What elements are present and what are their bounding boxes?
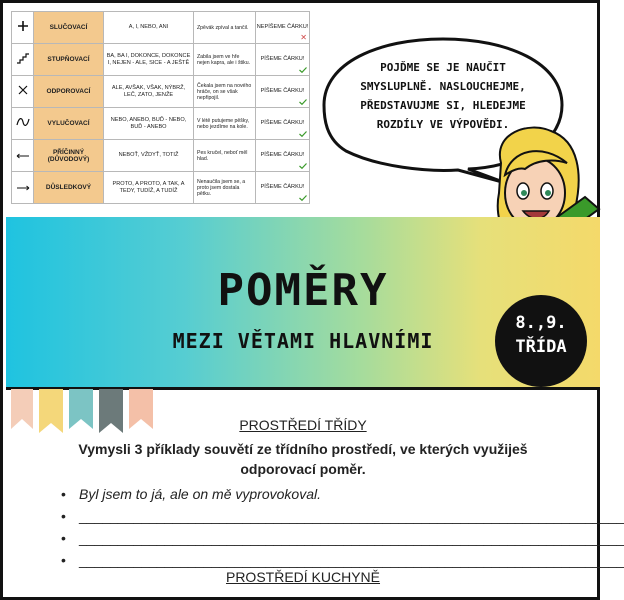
task-instruction: Vymysli 3 příklady souvětí ze třídního prostředí, ve kterých využiješ odporovací poměr. [78, 441, 528, 477]
relations-grid [11, 11, 310, 204]
page-subtitle: MEZI VĚTAMI HLAVNÍMI [172, 329, 434, 353]
table-row [12, 76, 310, 108]
cross-mark-icon: ✕ [300, 33, 307, 42]
answer-blank: ______________________________________________________________________ [79, 530, 624, 546]
table-row [12, 108, 310, 140]
grade-badge-line1: 8.,9. [515, 313, 567, 333]
arrow-right-icon [12, 172, 34, 204]
check-mark-icon [299, 131, 307, 137]
comma-rule [256, 76, 310, 108]
conjunctions: NEBO, ANEBO, BUĎ - NEBO, BUĎ - ANEBO [104, 108, 194, 140]
bullet-icon: • [61, 530, 66, 546]
section-heading-classroom: PROSTŘEDÍ TŘÍDY [239, 417, 367, 433]
wave-icon [12, 108, 34, 140]
relation-type: DŮSLEDKOVÝ [34, 172, 104, 204]
plus-icon [12, 12, 34, 44]
comma-rule [256, 12, 310, 44]
comma-rule-text: PÍŠEME ČÁRKU! [260, 152, 305, 159]
conjunctions: NEBOŤ, VŽDYŤ, TOTIŽ [104, 140, 194, 172]
example-sentence: Zpěvák zpíval a tančil. [194, 12, 256, 44]
example-answer: Byl jsem to já, ale on mě vyprovokoval. [79, 486, 321, 502]
page-title: POMĚRY [217, 265, 389, 316]
cross-arrows-icon [12, 76, 34, 108]
grade-badge-line2: TŘÍDA [515, 337, 567, 357]
conjunctions: BA, BA I, DOKONCE, DOKONCE I, NEJEN - ALE, SICE - A JEŠTĚ [104, 44, 194, 76]
relation-type: ODPOROVACÍ [34, 76, 104, 108]
comma-rule-text: PÍŠEME ČÁRKU! [260, 56, 305, 63]
example-sentence: Zabila jsem ve hře nejen kapra, ale i štiku. [194, 44, 256, 76]
list-item [61, 549, 624, 571]
example-sentence: V létě putujeme pěšky, nebo jezdíme na kole. [194, 108, 256, 140]
arrow-left-icon [12, 140, 34, 172]
bubble-text: POJĎME SE JE NAUČIT SMYSLUPLNĚ. NASLOUCHEJME, PŘEDSTAVUJME SI, HLEDEJME ROZDÍLY VE VÝPOVĚDI. [360, 61, 526, 131]
example-sentence: Čekala jsem na nového hráče, on se však nepřipojil. [194, 76, 256, 108]
relation-type: SLUČOVACÍ [34, 12, 104, 44]
conjunctions: PROTO, A PROTO, A TAK, A TEDY, TUDÍŽ, A TUDÍŽ [104, 172, 194, 204]
relation-type: STUPŇOVACÍ [34, 44, 104, 76]
check-mark-icon [299, 163, 307, 169]
list-item [61, 483, 551, 505]
comma-rule [256, 140, 310, 172]
comma-rule-text: PÍŠEME ČÁRKU! [260, 184, 305, 191]
answer-list [61, 483, 624, 571]
comma-rule-text: NEPÍŠEME ČÁRKU! [256, 24, 309, 31]
grade-badge [495, 295, 587, 387]
comma-rule-text: PÍŠEME ČÁRKU! [260, 88, 305, 95]
bullet-icon: • [61, 508, 66, 524]
answer-blank: ______________________________________________________________________ [79, 508, 624, 524]
section-heading-kitchen: PROSTŘEDÍ KUCHYNĚ [225, 569, 381, 585]
comma-rule-text: PÍŠEME ČÁRKU! [260, 120, 305, 127]
bullet-icon: • [61, 552, 66, 568]
list-item [61, 527, 624, 549]
table-row [12, 44, 310, 76]
comma-rule [256, 108, 310, 140]
bullet-icon: • [61, 486, 66, 502]
relations-table [11, 11, 309, 207]
relation-type: VYLUČOVACÍ [34, 108, 104, 140]
check-mark-icon [299, 67, 307, 73]
conjunctions: A, I, NEBO, ANI [104, 12, 194, 44]
comma-rule [256, 172, 310, 204]
check-mark-icon [299, 195, 307, 201]
relation-type: PŘÍČINNÝ (DŮVODOVÝ) [34, 140, 104, 172]
check-mark-icon [299, 99, 307, 105]
list-item [61, 505, 624, 527]
example-sentence: Nenaučila jsem se, a proto jsem dostala pětku. [194, 172, 256, 204]
table-row [12, 12, 310, 44]
answer-blank: ______________________________________________________________________ [79, 552, 624, 568]
comma-rule [256, 44, 310, 76]
table-row [12, 140, 310, 172]
table-row [12, 172, 310, 204]
conjunctions: ALE, AVŠAK, VŠAK, NÝBRŽ, LEČ, ZATO, JENŽE [104, 76, 194, 108]
example-sentence: Pes kručel, neboť měl hlad. [194, 140, 256, 172]
stairs-icon [12, 44, 34, 76]
